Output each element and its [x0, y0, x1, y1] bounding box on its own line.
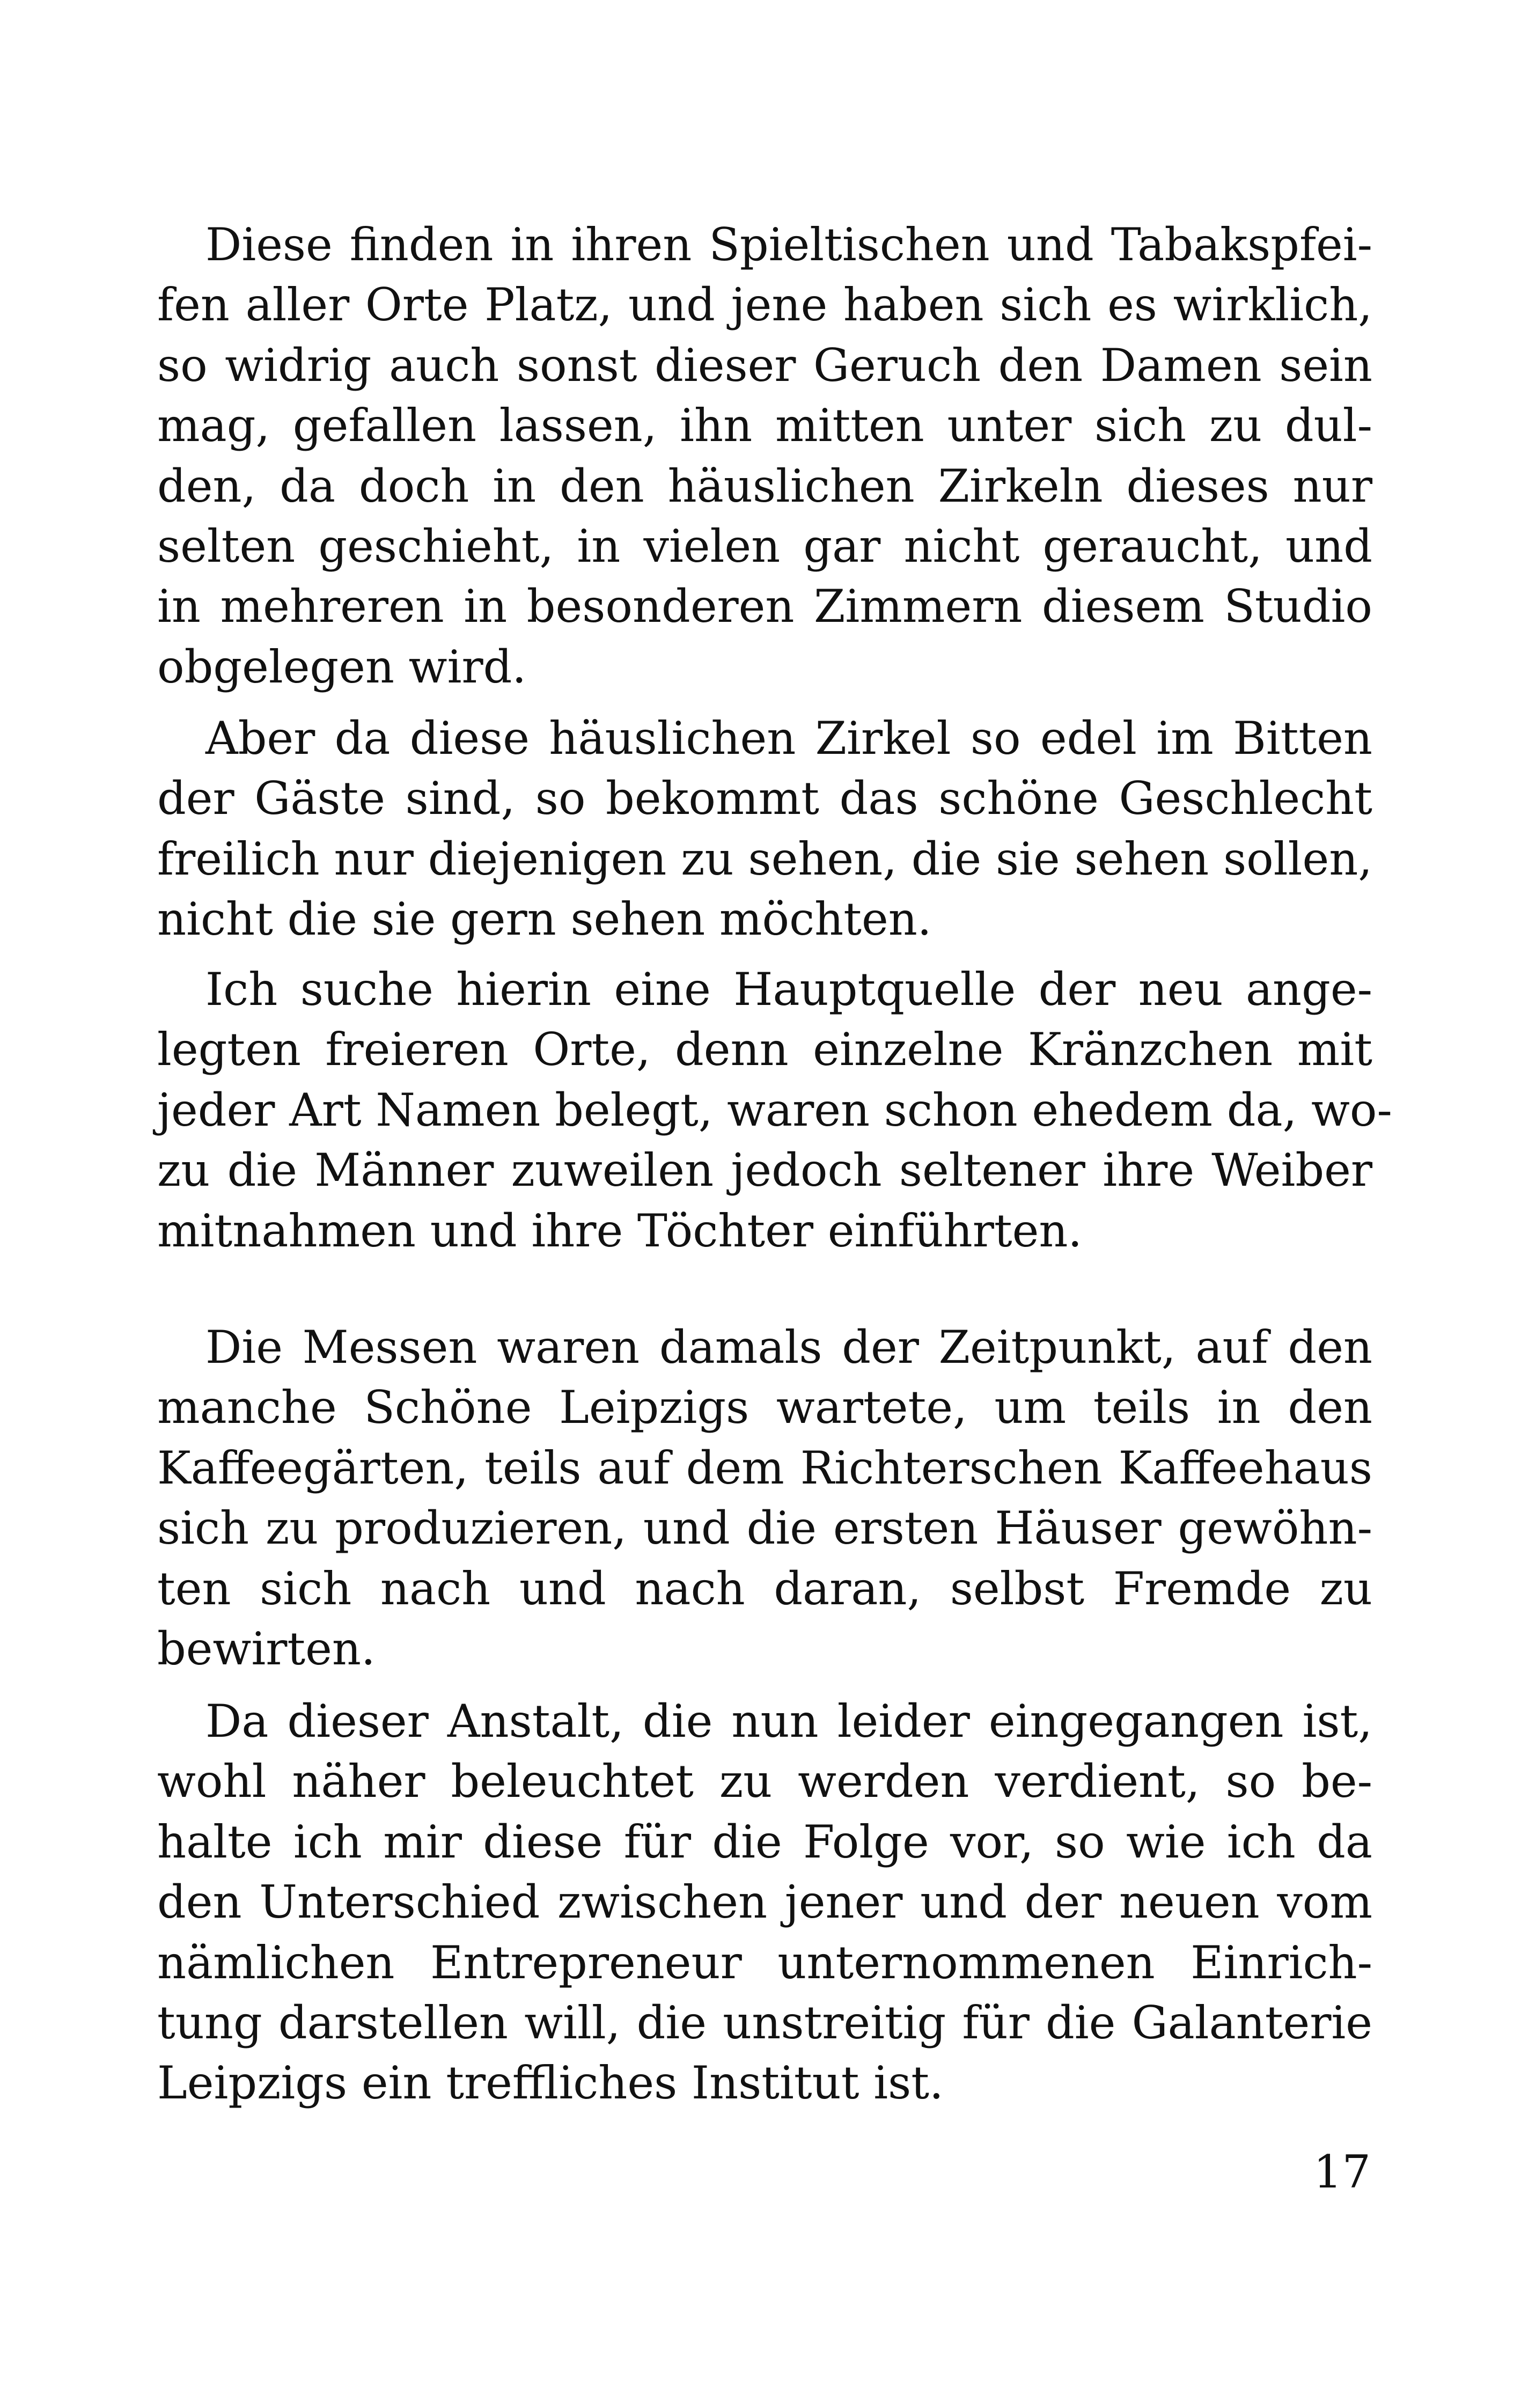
text-line: nämlichen Entrepreneur unternommenen Einrich- — [157, 1936, 1372, 1989]
text-line: Diese finden in ihren Spieltischen und Tabakspfei- — [205, 218, 1372, 271]
text-line: zu die Männer zuweilen jedoch seltener ihre Weiber — [157, 1144, 1372, 1197]
text-line: legten freieren Orte, denn einzelne Kränzchen mit — [157, 1023, 1372, 1076]
text-line: tung darstellen will, die unstreitig für die Galanterie — [157, 1996, 1372, 2049]
text-line: freilich nur diejenigen zu sehen, die sie sehen sollen, — [157, 832, 1372, 885]
text-line: wohl näher beleuchtet zu werden verdient, so be- — [157, 1755, 1372, 1808]
paragraph-3 — [157, 959, 1392, 1261]
text-line: Aber da diese häuslichen Zirkel so edel im Bitten — [205, 712, 1372, 765]
text-line: jeder Art Namen belegt, waren schon ehedem da, wo- — [157, 1083, 1392, 1136]
text-line: Ich suche hierin eine Hauptquelle der neu ange- — [205, 963, 1372, 1016]
text-line: in mehreren in besonderen Zimmern diesem Studio — [157, 580, 1372, 633]
text-line: obgelegen wird. — [157, 640, 527, 693]
text-line: fen aller Orte Platz, und jene haben sich es wirklich, — [157, 278, 1372, 332]
text-line: ten sich nach und nach daran, selbst Fremde zu — [157, 1562, 1372, 1615]
text-line: sich zu produzieren, und die ersten Häuser gewöhn- — [157, 1502, 1372, 1555]
paragraph-2 — [157, 708, 1372, 950]
text-line: so widrig auch sonst dieser Geruch den Damen sein — [157, 339, 1372, 392]
text-line: bewirten. — [157, 1622, 376, 1675]
paragraph-1 — [157, 215, 1372, 697]
paragraph-5 — [157, 1691, 1372, 2113]
text-line: manche Schöne Leipzigs wartete, um teils in den — [157, 1381, 1372, 1434]
text-line: den, da doch in den häuslichen Zirkeln dieses nur — [157, 459, 1372, 512]
text-line: der Gäste sind, so bekommt das schöne Geschlecht — [157, 772, 1372, 825]
text-line: Leipzigs ein treffliches Institut ist. — [157, 2057, 944, 2110]
text-line: mag, gefallen lassen, ihn mitten unter sich zu dul- — [157, 399, 1372, 452]
text-line: den Unterschied zwischen jener und der neuen vom — [157, 1876, 1372, 1929]
text-line: Die Messen waren damals der Zeitpunkt, auf den — [205, 1321, 1372, 1374]
text-line: halte ich mir diese für die Folge vor, so wie ich da — [157, 1815, 1372, 1868]
page-number: 17 — [1313, 2146, 1371, 2198]
paragraph-4 — [157, 1317, 1372, 1679]
text-line: mitnahmen und ihre Töchter einführten. — [157, 1204, 1083, 1257]
text-line: Da dieser Anstalt, die nun leider eingegangen ist, — [205, 1695, 1372, 1748]
text-line: selten geschieht, in vielen gar nicht geraucht, und — [157, 519, 1372, 572]
text-line: nicht die sie gern sehen möchten. — [157, 893, 932, 946]
text-line: Kaffeegärten, teils auf dem Richterschen Kaffeehaus — [157, 1441, 1372, 1494]
